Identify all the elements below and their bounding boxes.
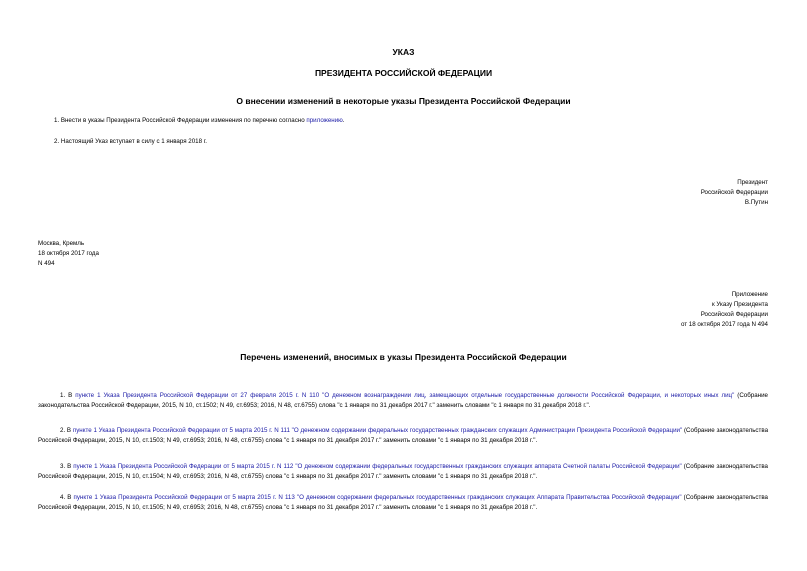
list-item-number: 3. В <box>60 463 74 470</box>
paragraph-2: 2. Настоящий Указ вступает в силу с 1 января 2018 г. <box>54 138 207 145</box>
decree-link[interactable]: пункте 1 Указа Президента Российской Федерации от 27 февраля 2015 г. N 110 "О денежном вознаграждении лиц, замещающих отдельные государственные должности Российской Федерации, и некоторых иных лиц" <box>75 392 735 399</box>
decree-link[interactable]: пункте 1 Указа Президента Российской Федерации от 5 марта 2015 г. N 113 "О денежном содержании федеральных государственных гражданских служащих Аппарата Правительства Российской Федерации" <box>73 494 682 501</box>
appendix-ref-decree: к Указу Президента <box>711 301 768 308</box>
list-item-number: 1. В <box>60 392 76 399</box>
list-title: Перечень изменений, вносимых в указы Президента Российской Федерации <box>240 352 567 362</box>
appendix-link[interactable]: приложению <box>306 117 343 124</box>
doc-subtitle: О внесении изменений в некоторые указы Президента Российской Федерации <box>236 96 571 106</box>
number-line: N 494 <box>38 260 55 267</box>
list-item <box>38 462 768 482</box>
paragraph-1-end: . <box>342 117 345 124</box>
decree-link[interactable]: пункте 1 Указа Президента Российской Федерации от 5 марта 2015 г. N 111 "О денежном содержании федеральных государственных гражданских служащих Администрации Президента Российской Федерации" <box>72 427 683 434</box>
appendix-ref-date: от 18 октября 2017 года N 494 <box>680 321 768 328</box>
list-item <box>38 493 768 513</box>
date-line: 18 октября 2017 года <box>38 250 99 257</box>
doc-title-issuer: ПРЕЗИДЕНТА РОССИЙСКОЙ ФЕДЕРАЦИИ <box>314 68 493 78</box>
list-item-text: (Собрание законодательства Российской Федерации, 2015, N 10, ст.1503; N 49, ст.6953; 2016, N 48, ст.6755) слова "с 1 января по 31 декабря 2017 г." заменить словами "с 1 января по 31 декабря 2018 г.". <box>38 427 769 444</box>
list-item-number: 2. В <box>60 427 73 434</box>
signature-title: Президент <box>737 179 768 186</box>
appendix-label: Приложение <box>731 291 768 298</box>
list-item <box>38 391 768 411</box>
appendix-ref-country: Российской Федерации <box>700 311 768 318</box>
signature-country: Российской Федерации <box>700 189 768 196</box>
list-item-text: (Собрание законодательства Российской Федерации, 2015, N 10, ст.1505; N 49, ст.6953; 2016, N 48, ст.6755) слова "с 1 января по 31 декабря 2017 г." заменить словами "с 1 января по 31 декабря 2018 г.". <box>38 494 768 511</box>
list-item <box>38 426 768 446</box>
list-item-number: 4. В <box>60 494 74 501</box>
list-item-text: (Собрание законодательства Российской Федерации, 2015, N 10, ст.1504; N 49, ст.6953; 2016, N 48, ст.6755) слова "с 1 января по 31 декабря 2017 г." заменить словами "с 1 января по 31 декабря 2018 г.". <box>38 463 768 480</box>
place-line: Москва, Кремль <box>38 240 85 247</box>
doc-title: УКАЗ <box>392 47 415 57</box>
paragraph-1 <box>54 117 345 126</box>
signature-name: В.Путин <box>744 199 768 206</box>
list-item-text: (Собрание законодательства Российской Федерации, 2015, N 10, ст.1502; N 49, ст.6953; 2016, N 48, ст.6755) слова "с 1 января по 31 декабря 2017 г." заменить словами "с 1 января по 31 декабря 2018 г.". <box>38 392 768 409</box>
paragraph-1-text: 1. Внести в указы Президента Российской Федерации изменения по перечню согласно <box>54 117 307 124</box>
decree-link[interactable]: пункте 1 Указа Президента Российской Федерации от 5 марта 2015 г. N 112 "О денежном содержании федеральных государственных гражданских служащих аппарата Счетной палаты Российской Федерации" <box>73 463 682 470</box>
